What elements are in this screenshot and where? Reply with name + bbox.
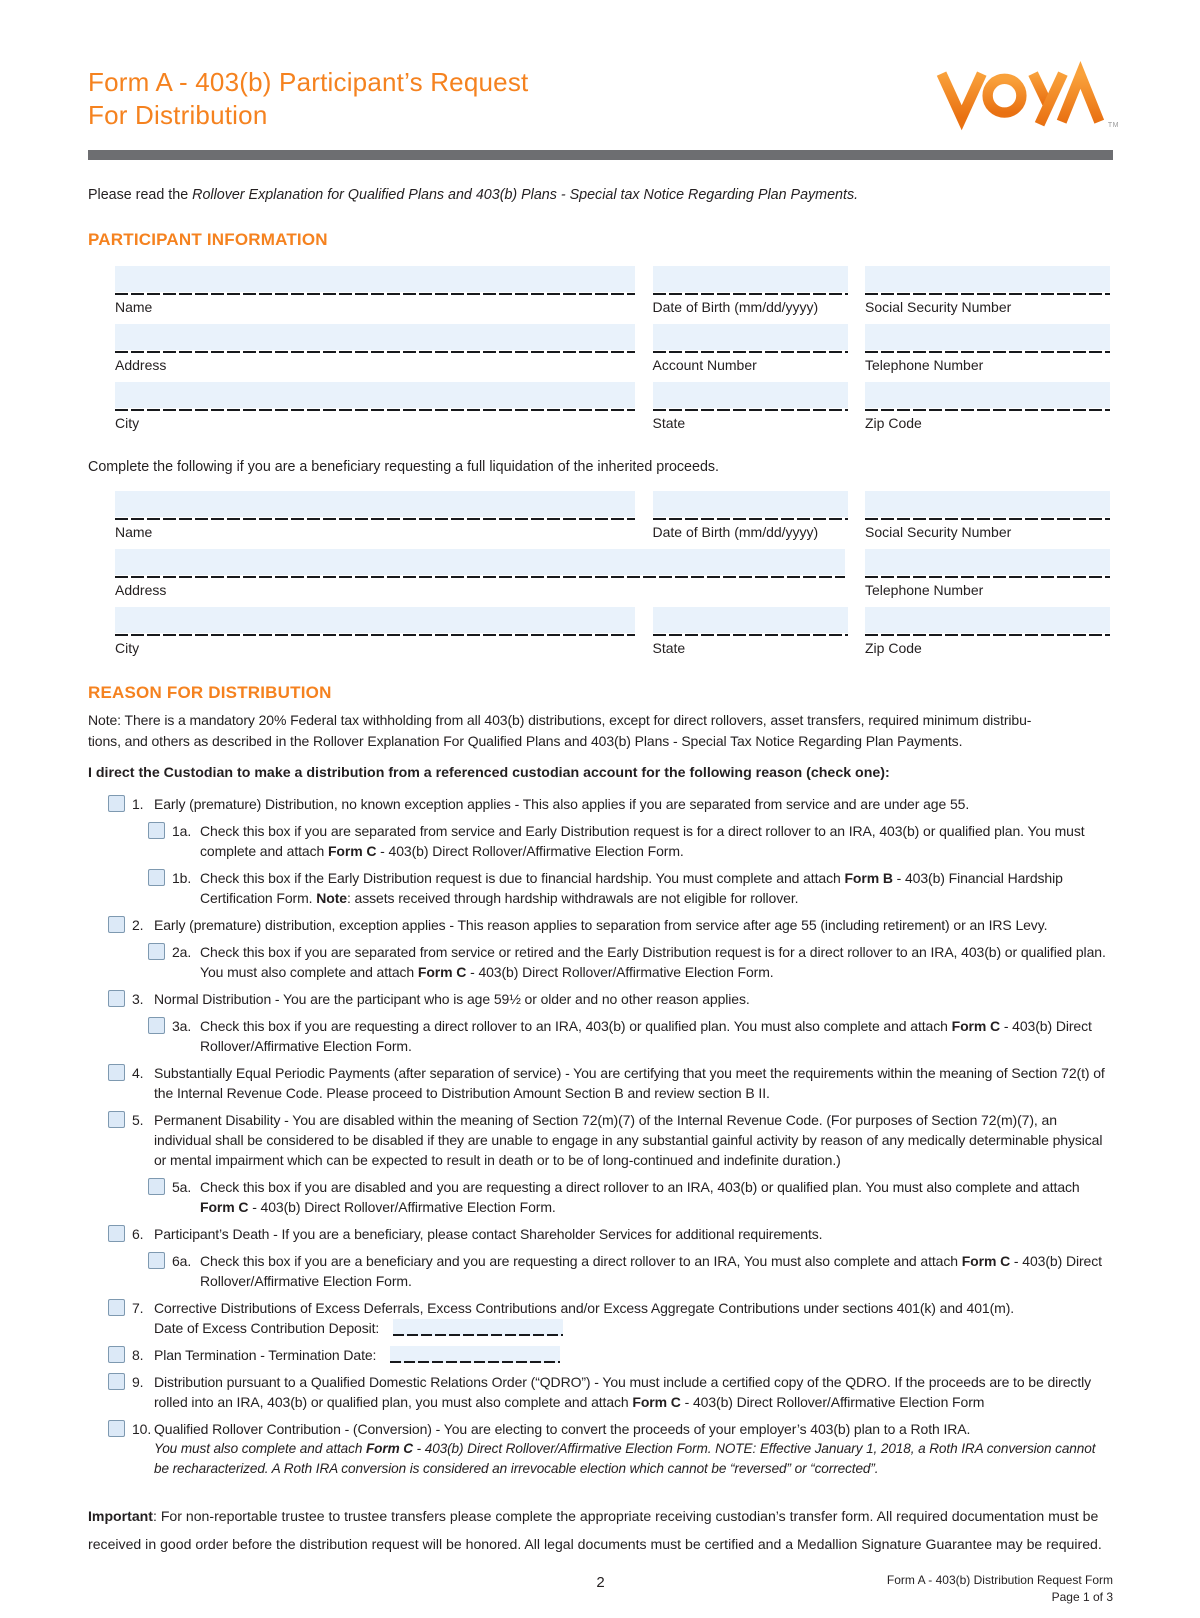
field-underline (653, 518, 848, 520)
reason-5a-text (200, 1177, 1113, 1217)
reason-7-input-label: Date of Excess Contribution Deposit: (154, 1320, 380, 1336)
field-underline (115, 634, 635, 636)
reason-1b-number: 1b. (172, 870, 192, 886)
text-segment: : assets received through hardship withdrawals are not eligible for rollover. (346, 890, 799, 906)
reason-item-5a (148, 1177, 1113, 1217)
header (88, 66, 1119, 137)
footer-right (887, 1572, 1113, 1606)
page-title-line2: For Distribution (88, 100, 268, 130)
beneficiary-dob-input[interactable] (653, 491, 848, 517)
reason-item-5 (108, 1110, 1113, 1170)
voya-logo (937, 62, 1119, 137)
participant-account-number-input[interactable] (653, 324, 848, 350)
field-underline (865, 576, 1110, 578)
reason-3-number: 3. (132, 991, 144, 1007)
participant-address-field (115, 324, 635, 373)
field-underline (653, 351, 848, 353)
field-underline (115, 518, 635, 520)
beneficiary-name-input[interactable] (115, 491, 635, 517)
text-segment: Form C (365, 1441, 413, 1456)
reason-1b-main-line (200, 868, 1113, 908)
reason-4-number: 4. (132, 1065, 144, 1081)
participant-zip-field (865, 382, 1110, 431)
reason-item-1a (148, 821, 1113, 861)
participant-name-input[interactable] (115, 266, 635, 292)
text-segment: Distribution pursuant to a Qualified Domestic Relations Order (“QDRO”) - You must include a certified copy of the QDRO. If the proceeds are to be directly rolled into an IRA, 403(b) or qualified plan, you must also complete and attach (154, 1374, 1092, 1410)
text-segment: Participant’s Death - If you are a beneficiary, please contact Shareholder Services for additional requirements. (154, 1226, 823, 1242)
beneficiary-zip-input[interactable] (865, 607, 1110, 633)
text-segment: Check this box if the Early Distribution request is due to financial hardship. You must complete and attach (200, 870, 845, 886)
reason-10-number: 10. (132, 1421, 152, 1437)
text-segment: - 403(b) Financial Hardship Certification Form. (200, 870, 1063, 906)
reason-3a-checkbox[interactable] (148, 1017, 165, 1034)
reason-5a-number: 5a. (172, 1179, 192, 1195)
text-segment: : For non-reportable trustee to trustee transfers please complete the appropriate receiving custodian’s transfer form. All required documentation must be received in good order before the distribution request will be honored. All legal documents must be certified and a Medallion Signature Guarantee may be required. (88, 1508, 1102, 1552)
participant-dob-field (653, 266, 848, 315)
withholding-note-line1: Note: There is a mandatory 20% Federal tax withholding from all 403(b) distributions, except for direct rollovers, asset transfers, required minimum distribu- (88, 712, 1032, 728)
reason-5-text (154, 1110, 1113, 1170)
reason-6-text (154, 1224, 1113, 1244)
field-underline (865, 634, 1110, 636)
reason-2a-main-line (200, 942, 1113, 982)
field-label: Address (115, 357, 167, 373)
beneficiary-telephone-input[interactable] (865, 549, 1110, 575)
reason-1a-checkbox[interactable] (148, 822, 165, 839)
field-label: Account Number (652, 357, 757, 373)
page-title (88, 66, 528, 132)
field-row (115, 491, 1110, 540)
reason-8-text (154, 1345, 1113, 1365)
field-row (115, 382, 1110, 431)
voya-logo-icon (937, 62, 1109, 132)
field-underline (653, 634, 848, 636)
reason-item-9 (108, 1372, 1113, 1412)
field-label: Social Security Number (865, 299, 1012, 315)
reason-8-number: 8. (132, 1347, 144, 1363)
reason-item-8 (108, 1345, 1113, 1365)
reason-6-checkbox[interactable] (108, 1225, 125, 1242)
field-label: Telephone Number (865, 357, 984, 373)
text-segment: Note (316, 890, 347, 906)
text-segment: Important (88, 1508, 153, 1524)
beneficiary-name-field (115, 491, 635, 540)
text-segment: Form C (961, 1253, 1011, 1269)
plan-termination-date-input[interactable] (390, 1346, 560, 1363)
field-label: Name (115, 299, 153, 315)
reason-9-checkbox[interactable] (108, 1373, 125, 1390)
reason-item-1 (108, 794, 1113, 814)
text-segment: - 403(b) Direct Rollover/Affirmative Election Form. (376, 843, 684, 859)
text-segment: - 403(b) Direct Rollover/Affirmative Election Form. (200, 1253, 1102, 1289)
reason-4-checkbox[interactable] (108, 1064, 125, 1081)
participant-zip-input[interactable] (865, 382, 1110, 408)
reason-item-7 (108, 1298, 1113, 1338)
field-label: City (115, 415, 140, 431)
reason-6a-main-line (200, 1251, 1113, 1291)
page-number: 2 (596, 1574, 605, 1591)
reason-9-main-line (154, 1372, 1113, 1412)
text-segment: Form C (632, 1394, 681, 1410)
reason-9-text (154, 1372, 1113, 1412)
beneficiary-zip-field (865, 607, 1110, 656)
intro-italic: Rollover Explanation for Qualified Plans and 403(b) Plans - Special tax Notice Regarding Plan Payments. (192, 187, 859, 203)
reason-6-number: 6. (132, 1226, 144, 1242)
text-segment: Check this box if you are disabled and you are requesting a direct rollover to an IRA, 403(b) or qualified plan. You must also complete and attach (200, 1179, 1080, 1195)
participant-account-number-field (653, 324, 848, 373)
field-underline (865, 518, 1110, 520)
page-title-line1: Form A - 403(b) Participant’s Request (88, 67, 529, 97)
participant-ssn-input[interactable] (865, 266, 1110, 292)
reason-8-checkbox[interactable] (108, 1346, 125, 1363)
reason-9-number: 9. (132, 1374, 144, 1390)
text-segment: Check this box if you are requesting a direct rollover to an IRA, 403(b) or qualified plan. You must also complete and attach (200, 1018, 952, 1034)
participant-ssn-field (865, 266, 1110, 315)
field-row (115, 549, 1110, 598)
beneficiary-ssn-field (865, 491, 1110, 540)
custodian-directive: I direct the Custodian to make a distribution from a referenced custodian account for the following reason (check one): (88, 765, 890, 781)
text-segment: Form B (844, 870, 893, 886)
reason-7-input-line (154, 1318, 1113, 1338)
reason-2a-text (200, 942, 1113, 982)
text-segment: Normal Distribution - You are the participant who is age 59½ or older and no other reason applies. (154, 991, 750, 1007)
field-underline (653, 409, 848, 411)
beneficiary-ssn-input[interactable] (865, 491, 1110, 517)
reason-7-checkbox[interactable] (108, 1299, 125, 1316)
reason-3a-main-line (200, 1016, 1113, 1056)
participant-state-input[interactable] (653, 382, 848, 408)
reason-2-main-line (154, 915, 1113, 935)
reason-item-10 (108, 1419, 1113, 1479)
text-segment: - 403(b) Direct Rollover/Affirmative Election Form. NOTE: Effective January 1, 2018, a Roth IRA conversion cannot be recharacterized. A Roth IRA conversion is considered an irrevocable election which cannot be “reversed” or “corrected”. (154, 1441, 1096, 1476)
participant-telephone-input[interactable] (865, 324, 1110, 350)
reason-checklist (88, 794, 1113, 1479)
reason-for-distribution-heading: REASON FOR DISTRIBUTION (88, 683, 332, 702)
participant-telephone-field (865, 324, 1110, 373)
participant-state-field (653, 382, 848, 431)
reason-1-checkbox[interactable] (108, 795, 125, 812)
reason-6-main-line (154, 1224, 1113, 1244)
reason-1a-number: 1a. (172, 823, 192, 839)
field-label: Telephone Number (865, 582, 984, 598)
field-underline (115, 351, 635, 353)
reason-6a-number: 6a. (172, 1253, 192, 1269)
beneficiary-address-field (115, 549, 845, 598)
beneficiary-city-field (115, 607, 635, 656)
reason-6a-checkbox[interactable] (148, 1252, 165, 1269)
excess-contribution-deposit-date-input[interactable] (393, 1319, 563, 1336)
participant-dob-input[interactable] (653, 266, 848, 292)
text-segment: Plan Termination - Termination Date: (154, 1347, 377, 1363)
participant-info-heading: PARTICIPANT INFORMATION (88, 230, 328, 249)
field-underline (865, 293, 1110, 295)
participant-city-field (115, 382, 635, 431)
field-label: Address (115, 582, 167, 598)
reason-7-main-line (154, 1298, 1113, 1318)
reason-10-checkbox[interactable] (108, 1420, 125, 1437)
text-segment: Form C (200, 1199, 249, 1215)
text-segment: Qualified Rollover Contribution - (Conversion) - You are electing to convert the proceeds of your employer’s 403(b) plan to a Roth IRA. (154, 1421, 971, 1437)
text-segment: You must also complete and attach (154, 1441, 366, 1456)
beneficiary-state-field (653, 607, 848, 656)
reason-3-text (154, 989, 1113, 1009)
field-underline (115, 293, 635, 295)
footer-form-name: Form A - 403(b) Distribution Request Form (886, 1573, 1113, 1587)
reason-item-4 (108, 1063, 1113, 1103)
reason-1-number: 1. (132, 796, 144, 812)
participant-info-fields (88, 266, 1113, 431)
reason-4-text (154, 1063, 1113, 1103)
text-segment: Form C (327, 843, 377, 859)
page-footer (88, 1572, 1113, 1618)
text-segment: Corrective Distributions of Excess Deferrals, Excess Contributions and/or Excess Aggregate Contributions under sections 401(k) and 401(m). (154, 1300, 1015, 1316)
reason-3a-text (200, 1016, 1113, 1056)
reason-2a-number: 2a. (172, 944, 192, 960)
field-underline (865, 409, 1110, 411)
beneficiary-fields (88, 491, 1113, 656)
reason-10-text (154, 1419, 1113, 1479)
field-label: State (652, 640, 686, 656)
field-label: State (652, 415, 686, 431)
header-divider-bar (88, 150, 1113, 160)
reason-5-number: 5. (132, 1112, 144, 1128)
text-segment: Form C (951, 1018, 1001, 1034)
reason-10-note (154, 1439, 1113, 1479)
text-segment: - 403(b) Direct Rollover/Affirmative Election Form (680, 1394, 985, 1410)
participant-name-field (115, 266, 635, 315)
withholding-note (88, 710, 1113, 752)
field-underline (653, 293, 848, 295)
beneficiary-dob-field (653, 491, 848, 540)
reason-7-number: 7. (132, 1300, 144, 1316)
text-segment: Check this box if you are separated from service or retired and the Early Distribution request is for a direct rollover to an IRA, 403(b) or qualified plan. You must also complete and attach (200, 944, 1106, 980)
reason-item-3 (108, 989, 1113, 1009)
reason-1-main-line (154, 794, 1113, 814)
reason-3a-number: 3a. (172, 1018, 192, 1034)
beneficiary-address-input[interactable] (115, 549, 845, 575)
withholding-note-line2: tions, and others as described in the Rollover Explanation For Qualified Plans and 403(b) Plans - Special Tax Notice Regarding Plan Payments. (88, 733, 963, 749)
field-label: Zip Code (865, 415, 922, 431)
reason-item-6 (108, 1224, 1113, 1244)
reason-1a-text (200, 821, 1113, 861)
intro-prefix: Please read the (88, 187, 193, 203)
reason-2-checkbox[interactable] (108, 916, 125, 933)
intro-text (88, 187, 1113, 203)
reason-6a-text (200, 1251, 1113, 1291)
reason-item-3a (148, 1016, 1113, 1056)
field-label: Date of Birth (mm/dd/yyyy) (652, 299, 819, 315)
reason-item-1b (148, 868, 1113, 908)
reason-10-main-line (154, 1419, 1113, 1439)
trademark-symbol: TM (1107, 122, 1119, 129)
text-segment: Check this box if you are separated from service and Early Distribution request is for a direct rollover to an IRA, 403(b) or qualified plan. You must complete and attach (200, 823, 1085, 859)
beneficiary-city-input[interactable] (115, 607, 635, 633)
field-label: City (115, 640, 140, 656)
reason-item-6a (148, 1251, 1113, 1291)
reason-3-checkbox[interactable] (108, 990, 125, 1007)
field-underline (115, 576, 845, 578)
text-segment: Early (premature) Distribution, no known exception applies - This also applies if you are separated from service and are under age 55. (154, 796, 970, 812)
reason-8-main-line (154, 1345, 1113, 1365)
field-label: Date of Birth (mm/dd/yyyy) (652, 524, 819, 540)
beneficiary-telephone-field (865, 549, 1110, 598)
field-underline (115, 409, 635, 411)
text-segment: - 403(b) Direct Rollover/Affirmative Election Form. (466, 964, 774, 980)
reason-4-main-line (154, 1063, 1113, 1103)
text-segment: Substantially Equal Periodic Payments (after separation of service) - You are certifying that you meet the requirements within the meaning of Section 72(t) of the Internal Revenue Code. Please proceed to Distribution Amount Section B and review section B II. (154, 1065, 1105, 1101)
field-label: Social Security Number (865, 524, 1012, 540)
text-segment: Check this box if you are a beneficiary and you are requesting a direct rollover to an IRA, You must also complete and attach (200, 1253, 962, 1269)
reason-5a-main-line (200, 1177, 1113, 1217)
reason-7-text (154, 1298, 1113, 1338)
reason-1b-text (200, 868, 1113, 908)
reason-5-main-line (154, 1110, 1113, 1170)
text-segment: Permanent Disability - You are disabled within the meaning of Section 72(m)(7) of the Internal Revenue Code. (For purposes of Section 72(m)(7), an individual shall be considered to be disabled if they are unable to engage in any substantial gainful activity by reason of any medically determinable physical or mental impairment which can be expected to result in death or to be of long-continued and indefinite duration.) (154, 1112, 1103, 1168)
field-label: Zip Code (865, 640, 922, 656)
reason-1b-checkbox[interactable] (148, 869, 165, 886)
field-row (115, 324, 1110, 373)
reason-5-checkbox[interactable] (108, 1111, 125, 1128)
important-note (88, 1502, 1113, 1558)
beneficiary-instruction: Complete the following if you are a beneficiary requesting a full liquidation of the inherited proceeds. (88, 459, 720, 475)
field-underline (865, 351, 1110, 353)
text-segment: - 403(b) Direct Rollover/Affirmative Election Form. (248, 1199, 556, 1215)
reason-5a-checkbox[interactable] (148, 1178, 165, 1195)
text-segment: Early (premature) distribution, exception applies - This reason applies to separation from service after age 55 (including retirement) or an IRS Levy. (154, 917, 1048, 933)
field-label: Name (115, 524, 153, 540)
beneficiary-state-input[interactable] (653, 607, 848, 633)
reason-2a-checkbox[interactable] (148, 943, 165, 960)
field-row (115, 607, 1110, 656)
reason-item-2 (108, 915, 1113, 935)
reason-3-main-line (154, 989, 1113, 1009)
reason-1a-main-line (200, 821, 1113, 861)
reason-1-text (154, 794, 1113, 814)
participant-city-input[interactable] (115, 382, 635, 408)
field-row (115, 266, 1110, 315)
participant-address-input[interactable] (115, 324, 635, 350)
text-segment: - 403(b) Direct Rollover/Affirmative Election Form. (200, 1018, 1092, 1054)
text-segment: Form C (417, 964, 467, 980)
reason-2-number: 2. (132, 917, 144, 933)
reason-item-2a (148, 942, 1113, 982)
reason-2-text (154, 915, 1113, 935)
footer-page-indicator: Page 1 of 3 (1051, 1590, 1113, 1604)
